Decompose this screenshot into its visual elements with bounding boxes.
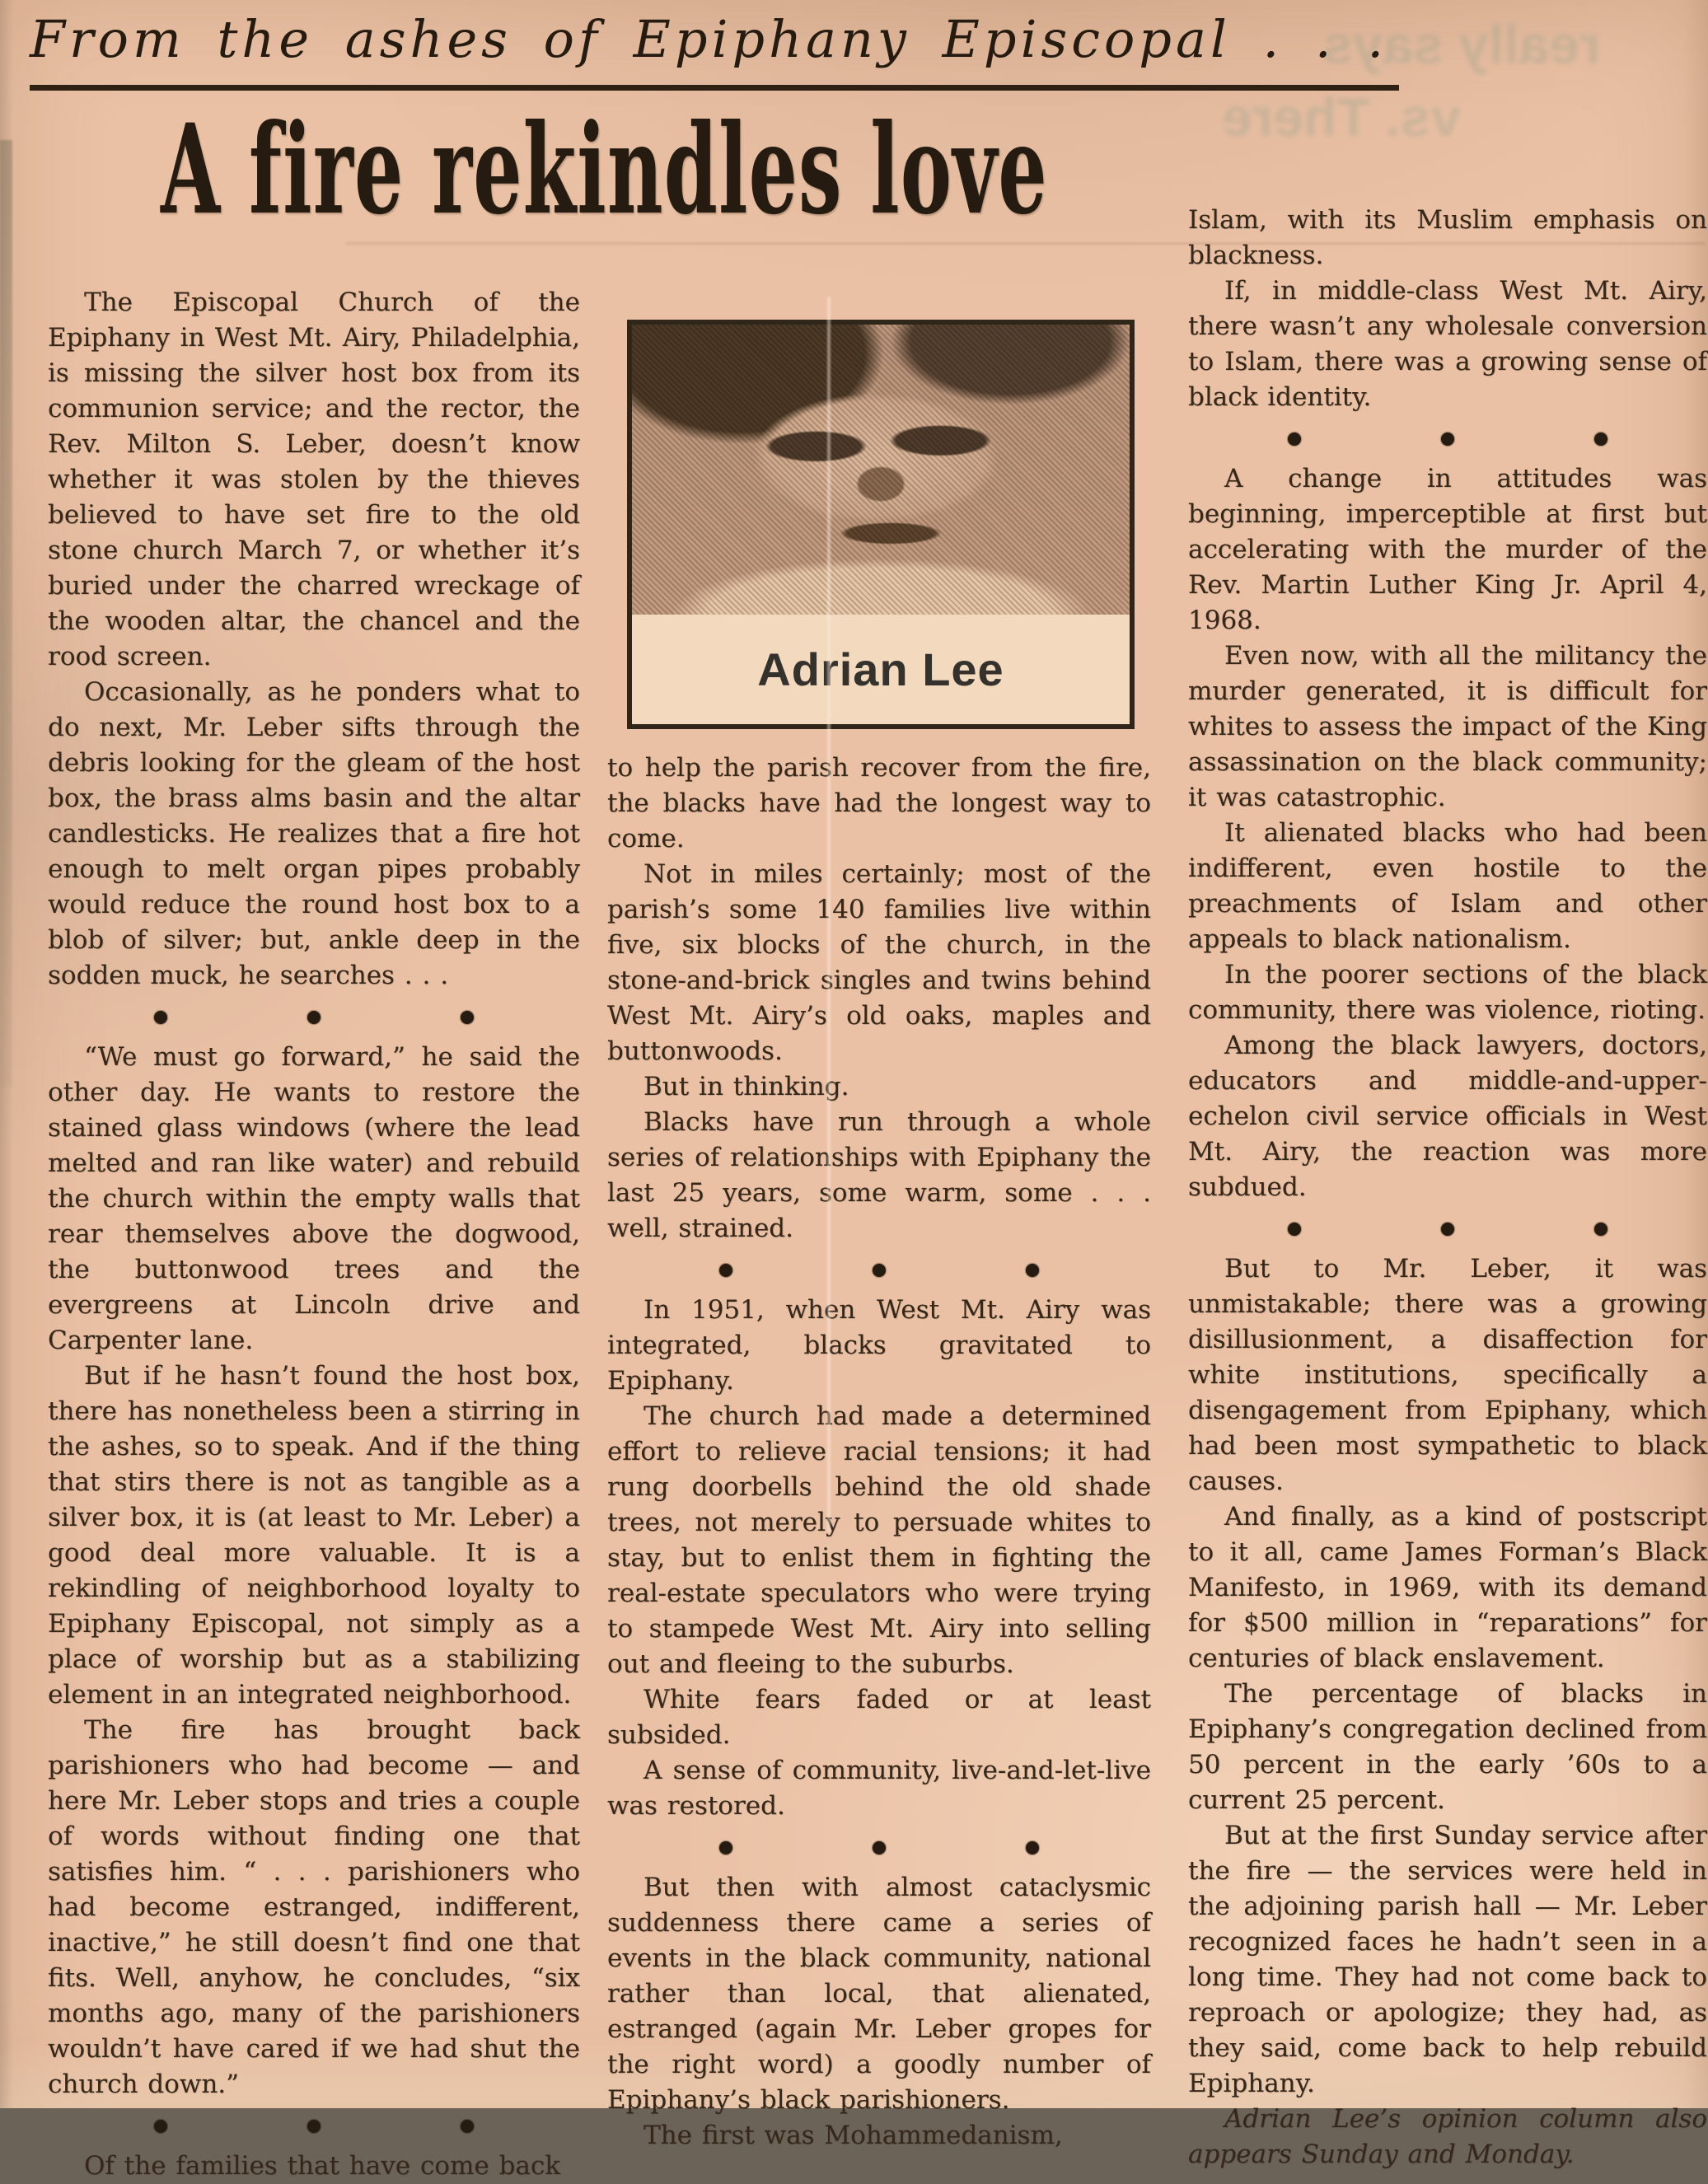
separator-dot xyxy=(719,1841,732,1854)
section-separator xyxy=(1188,420,1707,458)
separator-dot xyxy=(719,1264,732,1277)
article-paragraph: Among the black lawyers, doctors, educators and middle-and-upper-echelon civil service officials in West Mt. Airy, the reaction was more subdued. xyxy=(1188,1031,1707,1202)
separator-dot xyxy=(873,1264,886,1277)
separator-dot xyxy=(154,2120,167,2133)
article-paragraph: The Episcopal Church of the Epiphany in West Mt. Airy, Philadelphia, is missing the silver host box from its communion service; and the rector, the Rev. Milton S. Leber, doesn’t know whether it was stolen by the thieves believed to have set fire to the old stone church March 7, or whether it’s buried under the charred wreckage of the wooden altar, the chancel and the rood screen. xyxy=(48,288,580,671)
separator-dot xyxy=(1441,433,1454,446)
separator-dot xyxy=(307,2120,321,2133)
separator-dot xyxy=(1026,1841,1039,1854)
separator-dot xyxy=(461,1011,474,1024)
photo-caption: Adrian Lee xyxy=(632,615,1130,724)
article-column-left xyxy=(48,285,580,2184)
clipping-edge-shadow xyxy=(0,140,12,1087)
separator-dot xyxy=(461,2120,474,2133)
section-separator xyxy=(48,998,580,1036)
article-paragraph: The first was Mohammedanism, xyxy=(643,2121,1063,2150)
separator-dot xyxy=(1594,433,1607,446)
article-paragraph: The church had made a determined effort to relieve racial tensions; it had rung doorbells behind the old shade trees, not merely to persuade whites to stay, but to enlist them in fighting the real-estate speculators who were trying to stampede West Mt. Airy into selling out and fleeing to the suburbs. xyxy=(607,1401,1151,1679)
kicker-rule xyxy=(30,10,1399,91)
article-paragraph: It alienated blacks who had been indifferent, even hostile to the preachments of Islam and other appeals to black nationalism. xyxy=(1188,818,1707,954)
article-paragraph: Of the families that have come back xyxy=(84,2151,561,2181)
article-column-right xyxy=(1188,203,1707,2172)
article-paragraph: And finally, as a kind of postscript to it all, came James Forman’s Black Manifesto, in 1969, with its demand for $500 million in “reparations” for centuries of black enslavement. xyxy=(1188,1502,1707,1673)
bleed-through-text: vs. There xyxy=(1222,87,1461,147)
section-separator xyxy=(48,2107,580,2145)
separator-dot xyxy=(1441,1223,1454,1236)
section-separator xyxy=(607,1829,1151,1867)
article-paragraph: A change in attitudes was beginning, imperceptible at first but accelerating with the murder of the Rev. Martin Luther King Jr. April 4, 1968. xyxy=(1188,464,1707,635)
photo-frame xyxy=(627,320,1135,729)
article-column-middle xyxy=(607,196,1151,2154)
crease-line-vertical xyxy=(827,297,831,1532)
separator-dot xyxy=(154,1011,167,1024)
article-paragraph: But if he hasn’t found the host box, there has nonetheless been a stirring in the ashes, so to speak. And if the thing that stirs there is not as tangible as a silver box, it is (at least to Mr. Leber) a good deal more valuable. It is a rekindling of neighborhood loyalty to Epiphany Episcopal, not simply as a place of worship but as a stabilizing element in an integrated neighborhood. xyxy=(48,1361,580,1709)
headline: A fire rekindles love xyxy=(161,97,1048,242)
section-separator xyxy=(607,1251,1151,1289)
article-paragraph: A sense of community, live-and-let-live was restored. xyxy=(607,1756,1151,1821)
crease-line-horizontal xyxy=(346,242,1706,245)
article-paragraph: Even now, with all the militancy the murder generated, it is difficult for whites to assess the impact of the King assassination on the black community; it was catastrophic. xyxy=(1188,641,1707,812)
article-paragraph: If, in middle-class West Mt. Airy, there wasn’t any wholesale conversion to Islam, there was a growing sense of black identity. xyxy=(1188,276,1707,412)
separator-dot xyxy=(307,1011,321,1024)
bleed-through-text: really says xyxy=(1322,14,1601,75)
article-paragraph: But then with almost cataclysmic suddenness there came a series of events in the black community, national rather than local, that alienated, estranged (again Mr. Leber gropes for the right word) a goodly number of Epiphany’s black parishioners. xyxy=(607,1873,1151,2115)
section-separator xyxy=(1188,1210,1707,1248)
halftone-overlay xyxy=(632,325,1130,615)
article-paragraph: But to Mr. Leber, it was unmistakable; there was a growing disillusionment, a disaffection for white institutions, specifically a disengagement from Epiphany, which had been most sympathetic to black causes. xyxy=(1188,1254,1707,1496)
separator-dot xyxy=(1594,1223,1607,1236)
article-paragraph: Islam, with its Muslim emphasis on blackness. xyxy=(1188,205,1707,270)
article-paragraph: In 1951, when West Mt. Airy was integrated, blacks gravitated to Epiphany. xyxy=(607,1295,1151,1396)
article-paragraph: “We must go forward,” he said the other day. He wants to restore the stained glass windows (where the lead melted and ran like water) and rebuild the church within the empty walls that rear themselves above the dogwood, the buttonwood trees and the evergreens at Lincoln drive and Carpenter lane. xyxy=(48,1042,580,1355)
separator-dot xyxy=(1288,1223,1301,1236)
article-paragraph: Adrian Lee’s opinion column also appears Sunday and Monday. xyxy=(1188,2104,1707,2169)
article-paragraph: In the poorer sections of the black community, there was violence, rioting. xyxy=(1188,960,1707,1025)
article-paragraph: Not in miles certainly; most of the parish’s some 140 families live within five, six blocks of the church, in the stone-and-brick singles and twins behind West Mt. Airy’s old oaks, maples and buttonwoods. xyxy=(607,859,1151,1066)
article-paragraph: Occasionally, as he ponders what to do next, Mr. Leber sifts through the debris looking for the gleam of the host box, the brass alms basin and the altar candlesticks. He realizes that a fire hot enough to melt organ pipes probably would reduce the round host box to a blob of silver; but, ankle deep in the sodden muck, he searches . . . xyxy=(48,677,580,990)
article-paragraph: The percentage of blacks in Epiphany’s congregation declined from 50 percent in the early ’60s to a current 25 percent. xyxy=(1188,1679,1707,1815)
article-paragraph: White fears faded or at least subsided. xyxy=(607,1685,1151,1750)
article-paragraph: But at the first Sunday service after the fire — the services were held in the adjoining parish hall — Mr. Leber recognized faces he hadn’t seen in a long time. They had not come back to reproach or apologize; they had, as they said, come back to help rebuild Epiphany. xyxy=(1188,1821,1707,2098)
separator-dot xyxy=(1026,1264,1039,1277)
article-paragraph: to help the parish recover from the fire, the blacks have had the longest way to come. xyxy=(607,753,1151,853)
article-paragraph: Blacks have run through a whole series of relationships with Epiphany the last 25 years, some warm, some . . . well, strained. xyxy=(607,1107,1151,1243)
separator-dot xyxy=(1288,433,1301,446)
kicker: From the ashes of Epiphany Episcopal . . . xyxy=(30,9,1388,69)
article-paragraph: But in thinking. xyxy=(643,1072,849,1101)
article-paragraph: The fire has brought back parishioners who had become — and here Mr. Leber stops and tries a couple of words without finding one that satisfies him. “ . . . parishioners who had become estranged, indifferent, inactive,” he still doesn’t find one that fits. Well, anyhow, he concludes, “six months ago, many of the parishioners wouldn’t have cared if we had shut the church down.” xyxy=(48,1715,580,2099)
separator-dot xyxy=(873,1841,886,1854)
